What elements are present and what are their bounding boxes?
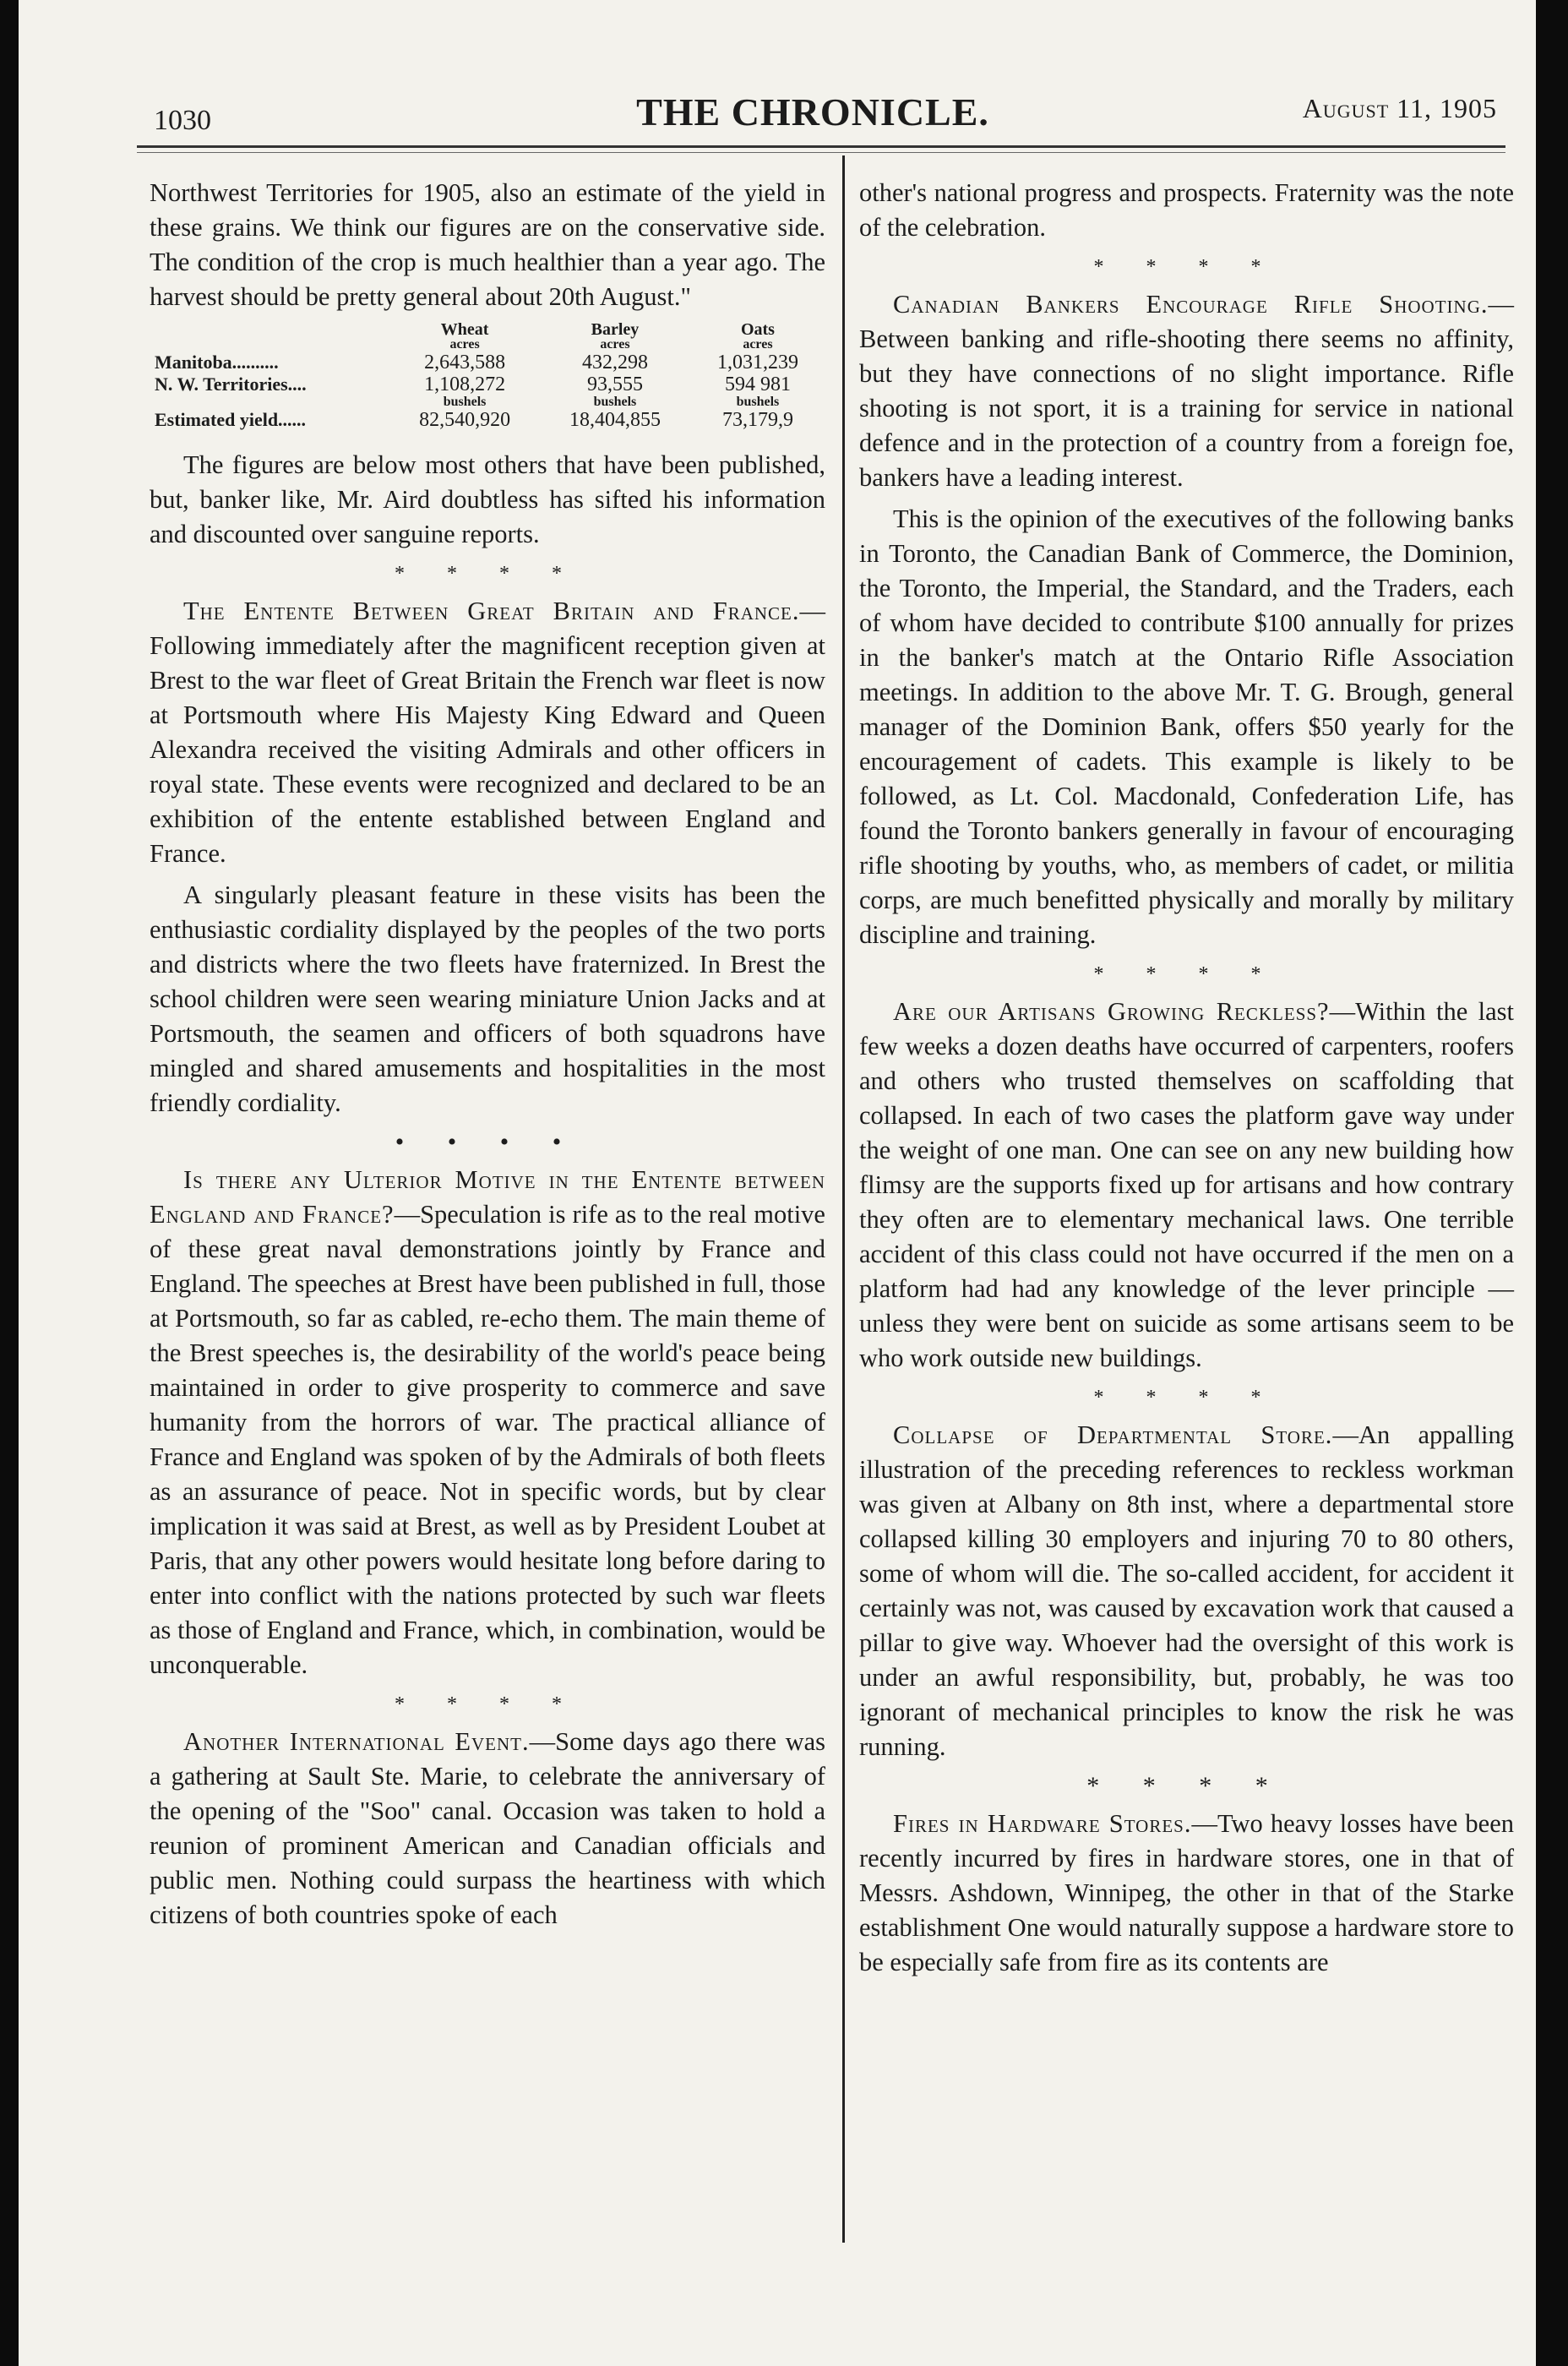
section-separator: * * * * [1093,1387,1280,1409]
entente-article [150,594,825,871]
article-heading: Canadian Bankers Encourage Rifle Shooting. [893,290,1489,319]
article-heading: Is there any Ulterior Motive in the Entente between England and France? [150,1165,825,1229]
column-divider [842,155,845,2243]
article-body: —Some days ago there was a gathering at Sault Ste. Marie, to celebrate the anniversary of the opening of the "Soo" canal. Occasion was taken to hold a reunion of prominent American and Canadian officials and public men. Nothing could surpass the heartiness with which citizens of both countries spoke of each [150,1727,825,1929]
row-label: N. W. Territories.... [155,373,307,395]
table-cell: 1,031,239 [716,352,798,373]
section-separator: * * * * [395,1693,580,1715]
publication-title: THE CHRONICLE. [636,90,989,134]
row-label: Manitoba.......... [155,352,279,373]
table-header-cell: Barley acres [591,320,640,352]
article-body: —An appalling illustration of the preceding references to reckless workman was given at Albany on 8th inst, where a departmental store collapsed killing 30 employers and injuring 70 to 80 others, some of whom will die. The so-called accident, for accident it certainly was not, was caused by excavation work that caused a pillar to give way. Whoever had the oversight of this work is under an awful responsibility, but, probably, he was too ignorant of mechanical principles to know the risk he was running. [859,1420,1515,1761]
table-row [150,409,825,431]
table-cell: 93,555 [586,373,643,395]
entente-paragraph-2: A singularly pleasant feature in these visits has been the enthusiastic cordiality displayed by the peoples of the two ports and districts where the two fleets have fraternized. In Brest the school children were seen wearing miniature Union Jacks and at Portsmouth, the seamen and officers of both squadrons have mingled and shared amusements and hospitalities in the most friendly cordiality. [150,880,825,1117]
table-row [150,373,825,395]
section-separator: • • • • [395,1128,580,1156]
section-separator: * * * * [395,563,580,585]
left-column [150,176,825,1939]
article-heading: Are our Artisans Growing Reckless? [893,997,1330,1026]
header-rule-thin [137,152,1505,153]
table-header-row [150,321,825,352]
table-units-row [150,395,825,409]
row-label: Estimated yield...... [155,409,307,430]
table-header-cell: Wheat acres [440,320,489,352]
table-cell: 18,404,855 [569,409,661,431]
table-cell: 73,179,9 [721,409,793,431]
issue-date: August 11, 1905 [1302,93,1497,123]
fires-article [859,1807,1514,1980]
bankers-paragraph-2: This is the opinion of the executives of the following banks in Toronto, the Canadian Bank of Commerce, the Dominion, the Toronto, the Imperial, the Standard, and the Traders, each of whom have decided to contribute $100 annually for prizes in the banker's match at the Ontario Rifle Association meetings. In addition to the above Mr. T. G. Brough, general manager of the Dominion Bank, offers $50 yearly for the encouragement of cadets. This example is likely to be followed, as Lt. Col. Macdonald, Confederation Life, has found the Toronto bankers generally in favour of encouraging rifle shooting by youths, who, as members of cadet, or militia corps, are much benefitted physically and morally by military discipline and training. [859,504,1514,949]
table-header-blank [150,321,389,352]
table-cell: 432,298 [581,352,648,373]
continued-paragraph: other's national progress and prospects. Fraternity was the note of the celebration. [859,178,1514,242]
section-separator: * * * * [1093,256,1280,278]
article-heading: Another International Event. [183,1727,530,1756]
unit-label: bushels [736,395,780,409]
event-article [150,1725,825,1933]
table-row [150,352,825,373]
table-cell: 82,540,920 [419,409,511,431]
page-header [112,71,1514,147]
figures-paragraph: The figures are below most others that have been published, but, banker like, Mr. Aird doubtless has sifted his information and discounted over sanguine reports. [150,450,825,548]
article-body: —Two heavy losses have been recently incurred by fires in hardware stores, one in that of Messrs. Ashdown, Winnipeg, the other in that of the Starke establishment One would naturally suppose a hardware store to be especially safe from fire as its contents are [859,1809,1515,1976]
right-column [859,176,1514,1987]
page-number: 1030 [154,105,211,136]
section-separator: * * * * [1086,1772,1287,1800]
article-heading: The Entente Between Great Britain and France. [183,597,800,625]
section-separator: * * * * [1093,963,1280,985]
article-heading: Collapse of Departmental Store. [893,1420,1333,1449]
table-header-cell: Oats acres [740,320,775,352]
crop-estimate-table [150,321,825,431]
table-cell: 594 981 [724,373,791,395]
newspaper-page [19,0,1536,2366]
article-body: —Speculation is rife as to the real motive of these great naval demonstrations jointly by France and England. The speeches at Brest have been published in full, those at Portsmouth, so far as cabled, re-echo them. The main theme of the Brest speeches is, the desirability of the world's peace being maintained in order to give prosperity to commerce and save humanity from the horrors of war. The practical alliance of France and England was spoken of by the Admirals of both fleets as an assurance of peace. Not in specific words, but by clear implication it was said at Brest, as well as by President Loubet at Paris, that any other powers would hesitate long before daring to enter into conflict with the nations protected by such war fleets as those of England and France, which, in combination, would be unconquerable. [150,1200,825,1679]
unit-label: bushels [593,395,637,409]
article-body: —Within the last few weeks a dozen deaths have occurred of carpenters, roofers and others who trusted themselves on scaffolding that collapsed. In each of two cases the platform gave way under the weight of one man. One can see on any new building how flimsy are the supports fixed up for artisans and how contrary they often are to elementary mechanical laws. One terrible accident of this class could not have occurred if the men on a platform had had any knowledge of the lever principle —unless they were bent on suicide as some artisans seem to be who work outside new buildings. [859,997,1514,1372]
unit-label: bushels [443,395,487,409]
article-body: —Following immediately after the magnificent reception given at Brest to the war fleet of Great Britain the French war fleet is now at Portsmouth where His Majesty King Edward and Queen Alexandra received the visiting Admirals and other officers in royal state. These events were recognized and declared to be an exhibition of the entente established between England and France. [150,597,825,868]
intro-paragraph: Northwest Territories for 1905, also an estimate of the yield in these grains. We think our figures are on the conservative side. The condition of the crop is much healthier than a year ago. The harvest should be pretty general about 20th August." [150,178,825,311]
units-blank [150,395,389,409]
artisans-article [859,995,1514,1376]
article-body: —Between banking and rifle-shooting there seems no affinity, but they have connections of no slight importance. Rifle shooting is not sport, it is a training for service in national defence and in the protection of a country from a foreign foe, bankers have a leading interest. [859,290,1514,492]
motive-article [150,1163,825,1682]
table-cell: 1,108,272 [424,373,506,395]
article-heading: Fires in Hardware Stores. [893,1809,1192,1838]
collapse-article [859,1418,1514,1764]
table-cell: 2,643,588 [424,352,506,373]
bankers-article [859,287,1514,495]
header-rule [137,145,1505,148]
